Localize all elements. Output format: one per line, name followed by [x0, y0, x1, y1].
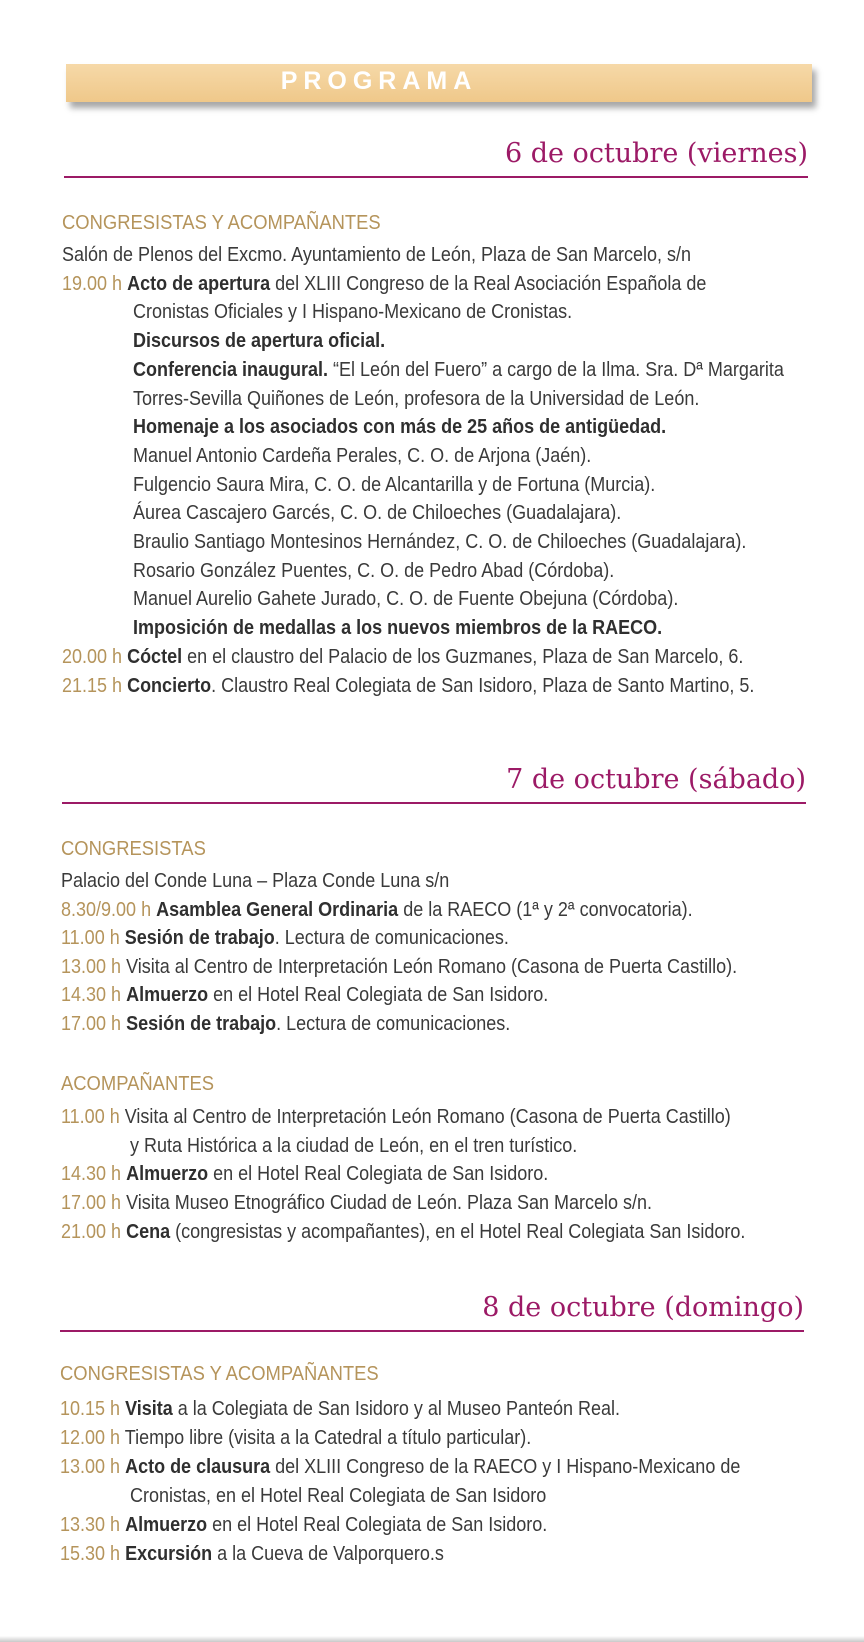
event-detail: y Ruta Histórica a la ciudad de León, en el tren turístico.: [130, 1134, 578, 1157]
program-line: [61, 867, 449, 896]
event-name: Acto de apertura: [127, 272, 271, 295]
event-detail: Cronistas, en el Hotel Real Colegiata de San Isidoro: [130, 1485, 547, 1507]
event-time: 13.00 h: [61, 955, 122, 978]
event-detail: . Claustro Real Colegiata de San Isidoro, Plaza de Santo Martino, 5.: [211, 674, 755, 697]
event-detail: Cronistas Oficiales y I Hispano-Mexicano de Cronistas.: [133, 301, 573, 324]
program-line: [130, 1482, 546, 1511]
program-line: [133, 614, 662, 643]
event-name: Almuerzo: [126, 984, 209, 1007]
event-name: Conferencia inaugural.: [133, 358, 329, 381]
event-detail: (congresistas y acompañantes), en el Hotel Real Colegiata San Isidoro.: [170, 1220, 746, 1243]
program-banner: [66, 64, 812, 102]
group-title: CONGRESISTAS: [61, 838, 206, 860]
event-time: 21.00 h: [61, 1220, 122, 1243]
program-line: [133, 471, 655, 500]
program-line: [133, 557, 614, 586]
program-line: [60, 1540, 444, 1569]
event-time: 14.30 h: [61, 1163, 122, 1186]
event-detail: Salón de Plenos del Excmo. Ayuntamiento de León, Plaza de San Marcelo, s/n: [62, 244, 692, 266]
event-detail: . Lectura de comunicaciones.: [276, 1013, 511, 1035]
program-line: [133, 298, 572, 327]
program-line: [133, 499, 621, 528]
event-detail: Braulio Santiago Montesinos Hernández, C. O. de Chiloeches (Guadalajara).: [133, 531, 747, 553]
program-line: [133, 356, 784, 385]
group-title: CONGRESISTAS Y ACOMPAÑANTES: [62, 212, 381, 234]
program-line: [61, 1103, 731, 1132]
event-detail: a la Colegiata de San Isidoro y al Museo Panteón Real.: [172, 1398, 621, 1420]
program-line: [60, 1453, 740, 1482]
event-name: Sesión de trabajo: [124, 927, 275, 950]
event-time: 21.15 h: [62, 674, 123, 697]
event-detail: en el Hotel Real Colegiata de San Isidoro.: [208, 1163, 549, 1186]
event-time: 11.00 h: [61, 1106, 120, 1128]
event-detail: Palacio del Conde Luna – Plaza Conde Luna s/n: [61, 870, 450, 892]
event-name: Cena: [126, 1220, 171, 1243]
program-line: [62, 270, 706, 299]
program-line: [60, 1395, 620, 1424]
day-heading: [482, 1292, 804, 1323]
event-time: 14.30 h: [61, 984, 122, 1007]
event-detail: de la RAECO (1ª y 2ª convocatoria).: [398, 898, 693, 921]
day-title: 6 de octubre (viernes): [504, 138, 808, 169]
event-name: Homenaje a los asociados con más de 25 años de antigüedad.: [133, 416, 667, 439]
event-detail: del XLIII Congreso de la RAECO y I Hispano-Mexicano de: [270, 1456, 741, 1478]
program-line: [133, 385, 699, 414]
event-name: Sesión de trabajo: [126, 1013, 277, 1035]
program-line: [62, 643, 743, 672]
event-name: Concierto: [127, 674, 212, 697]
event-name: Visita: [125, 1398, 173, 1420]
program-line: [133, 413, 666, 442]
event-detail: Tiempo libre (visita a la Catedral a título particular).: [124, 1427, 532, 1449]
group-title: ACOMPAÑANTES: [61, 1073, 215, 1095]
event-name: Excursión: [125, 1543, 213, 1565]
event-time: 15.30 h: [60, 1543, 121, 1565]
event-time: 8.30/9.00 h: [61, 898, 152, 921]
event-time: 10.15 h: [60, 1398, 121, 1420]
event-detail: Manuel Aurelio Gahete Jurado, C. O. de Fuente Obejuna (Córdoba).: [133, 588, 679, 611]
event-name: Discursos de apertura oficial.: [133, 330, 386, 353]
day-title: 7 de octubre (sábado): [506, 764, 806, 795]
event-time: 13.30 h: [60, 1514, 121, 1536]
event-time: 20.00 h: [62, 645, 123, 668]
group-title: CONGRESISTAS Y ACOMPAÑANTES: [60, 1363, 379, 1385]
event-detail: en el claustro del Palacio de los Guzmanes, Plaza de San Marcelo, 6.: [182, 645, 744, 668]
day-title: 8 de octubre (domingo): [482, 1292, 804, 1323]
program-line: [60, 1511, 547, 1540]
program-line: [133, 585, 678, 614]
event-time: 13.00 h: [60, 1456, 121, 1478]
program-line: [61, 896, 693, 925]
event-detail: Visita Museo Etnográfico Ciudad de León. Plaza San Marcelo s/n.: [126, 1192, 653, 1215]
event-name: Almuerzo: [126, 1163, 209, 1186]
program-line: [62, 241, 691, 270]
day-divider: [60, 1330, 804, 1332]
event-time: 11.00 h: [61, 927, 120, 950]
event-detail: a la Cueva de Valporquero.s: [212, 1543, 444, 1565]
program-line: [61, 953, 737, 982]
event-name: Cóctel: [127, 645, 183, 668]
program-line: [130, 1132, 577, 1161]
program-line: [133, 528, 746, 557]
event-detail: Fulgencio Saura Mira, C. O. de Alcantarilla y de Fortuna (Murcia).: [133, 473, 656, 496]
event-name: Acto de clausura: [125, 1456, 271, 1478]
event-detail: “El León del Fuero” a cargo de la Ilma. Sra. Dª Margarita: [328, 358, 784, 381]
program-line: [133, 442, 591, 471]
day-heading: [506, 764, 806, 795]
program-line: [60, 1424, 531, 1453]
event-detail: Torres-Sevilla Quiñones de León, profesora de la Universidad de León.: [133, 387, 700, 410]
event-detail: en el Hotel Real Colegiata de San Isidoro.: [208, 984, 549, 1007]
event-time: 19.00 h: [62, 272, 123, 295]
event-name: Asamblea General Ordinaria: [156, 898, 399, 921]
event-detail: Áurea Cascajero Garcés, C. O. de Chiloeches (Guadalajara).: [133, 502, 622, 525]
event-detail: Visita al Centro de Interpretación León Romano (Casona de Puerta Castillo): [124, 1106, 731, 1128]
program-line: [61, 1218, 745, 1247]
program-line: [61, 924, 509, 953]
program-line: [133, 327, 385, 356]
day-divider: [62, 802, 806, 804]
program-line: [61, 1010, 510, 1039]
day-divider: [64, 176, 808, 178]
day-heading: [505, 138, 808, 169]
program-line: [62, 672, 754, 701]
event-detail: Manuel Antonio Cardeña Perales, C. O. de Arjona (Jaén).: [133, 444, 592, 467]
event-time: 12.00 h: [60, 1427, 121, 1449]
event-time: 17.00 h: [61, 1192, 122, 1215]
event-detail: Visita al Centro de Interpretación León Romano (Casona de Puerta Castillo).: [126, 955, 738, 978]
event-detail: Rosario González Puentes, C. O. de Pedro Abad (Córdoba).: [133, 559, 615, 582]
event-detail: del XLIII Congreso de la Real Asociación Española de: [270, 272, 707, 295]
program-line: [61, 1189, 652, 1218]
page-bottom-edge: [0, 1636, 864, 1642]
event-detail: . Lectura de comunicaciones.: [274, 927, 509, 950]
program-line: [61, 981, 548, 1010]
program-title: PROGRAMA: [280, 67, 478, 95]
event-detail: en el Hotel Real Colegiata de San Isidoro.: [207, 1514, 548, 1536]
event-name: Imposición de medallas a los nuevos miembros de la RAECO.: [133, 617, 663, 640]
program-line: [61, 1160, 548, 1189]
event-time: 17.00 h: [61, 1013, 122, 1035]
event-name: Almuerzo: [125, 1514, 208, 1536]
